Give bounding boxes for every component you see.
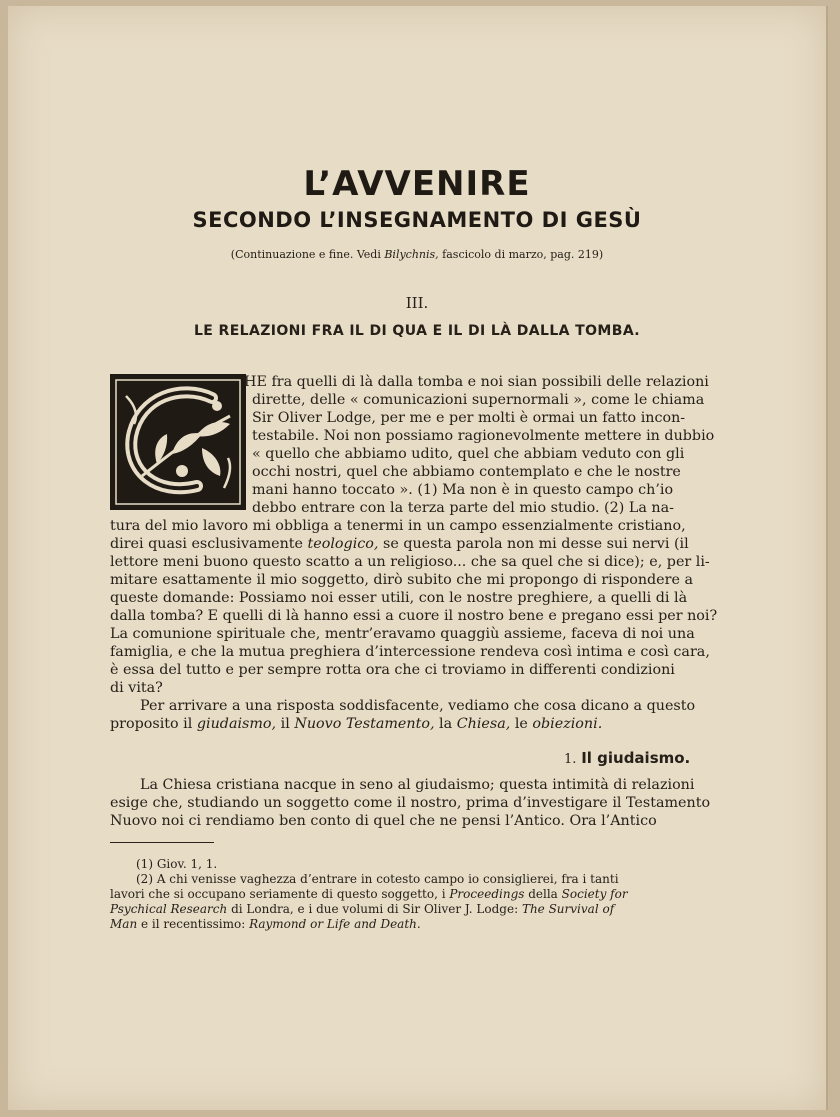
drop-cap-ornament [110,374,246,510]
text-line: Per arrivare a una risposta soddisfacente, vediamo che cosa dicano a questo [140,698,696,714]
text-line: mani hanno toccato ». (1) Ma non è in questo campo ch’io [252,482,674,498]
subsection-number: 1. [564,752,577,767]
text-line: queste domande: Possiamo noi esser utili, con le nostre preghiere, a quelli di là [110,590,688,606]
text-line: esige che, studiando un soggetto come il nostro, prima d’investigare il Testamento [110,795,711,811]
text-line: debbo entrare con la terza parte del mio studio. (2) La na- [252,500,674,516]
text-line: di vita? [110,680,163,696]
text-line: occhi nostri, quel che abbiamo contemplato e che le nostre [252,464,681,480]
text-line: La comunione spirituale che, mentr’eravamo quaggiù assieme, faceva di noi una [110,626,695,642]
text-line: Sir Oliver Lodge, per me e per molti è ormai un fatto incon- [252,410,686,426]
text-line: mitare esattamente il mio soggetto, dirò subito che mi propongo di rispondere a [110,572,694,588]
footnote-2-line: lavori che si occupano seriamente di questo soggetto, i Proceedings della Society for [110,887,628,901]
text-line: dirette, delle « comunicazioni supernormali », come le chiama [252,392,705,408]
continuation-note: (Continuazione e fine. Vedi Bilychnis, fascicolo di marzo, pag. 219) [230,248,604,261]
article-subtitle: SECONDO L’INSEGNAMENTO DI GESÙ [192,208,642,232]
text-line: proposito il giudaismo, il Nuovo Testamento, la Chiesa, le obiezioni. [110,716,603,732]
text-line: dalla tomba? E quelli di là hanno essi a cuore il nostro bene e pregano essi per noi? [110,608,718,624]
text-line: tura del mio lavoro mi obbliga a tenermi in un campo essenzialmente cristiano, [110,518,686,534]
text-line: La Chiesa cristiana nacque in seno al giudaismo; questa intimità di relazioni [140,777,695,793]
footnote-2: (2) A chi venisse vaghezza d’entrare in cotesto campo io consiglierei, fra i tanti [136,872,619,886]
text-line: lettore meni buono questo scatto a un religioso... che sa quel che si dice); e, per li- [110,554,710,570]
text-line: « quello che abbiamo udito, quel che abbiam veduto con gli [252,446,685,462]
article-title: L’AVVENIRE [303,164,531,204]
text-line: testabile. Noi non possiamo ragionevolmente mettere in dubbio [252,428,715,444]
text-line: Nuovo noi ci rendiamo ben conto di quel che ne pensi l’Antico. Ora l’Antico [110,813,657,829]
text-line: HE fra quelli di là dalla tomba e noi sian possibili delle relazioni [244,374,709,390]
document-page [8,6,828,1110]
subsection-heading [564,749,690,767]
footnote-2-line: Man e il recentissimo: Raymond or Life and Death. [110,917,421,931]
foliage-ornament-icon [112,376,244,508]
text-line: famiglia, e che la mutua preghiera d’intercessione rendeva così intima e così cara, [110,644,710,660]
text-line: direi quasi esclusivamente teologico, se questa parola non mi desse sui nervi (il [110,536,689,552]
section-title: LE RELAZIONI FRA IL DI QUA E IL DI LÀ DALLA TOMBA. [193,323,641,339]
subsection-label: Il giudaismo. [581,749,691,767]
footnote-2-line: Psychical Research di Londra, e i due volumi di Sir Oliver J. Lodge: The Survival of [110,902,615,916]
footnote-1: (1) Giov. 1, 1. [136,857,218,871]
text-line: è essa del tutto e per sempre rotta ora che ci troviamo in differenti condizioni [110,662,675,678]
footnote-divider [110,842,214,843]
section-number: III. [405,294,429,312]
